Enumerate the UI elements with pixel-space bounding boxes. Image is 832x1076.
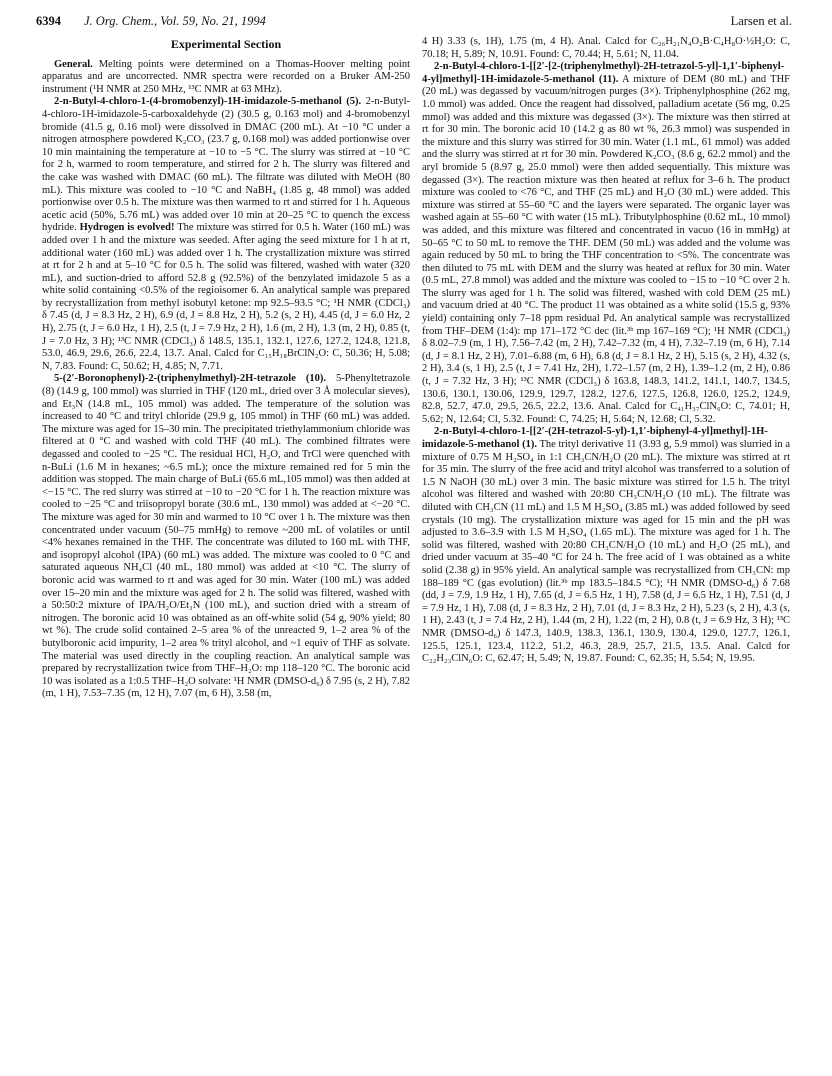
left-column (42, 36, 410, 1066)
right-column (422, 36, 790, 1066)
paragraph-compound-11 (422, 61, 790, 426)
compound-heading: 5-(2′-Boronophenyl)-2-(triphenylmethyl)-2H-tetrazole (10). (54, 373, 326, 385)
paragraph-heading: General. (54, 58, 93, 70)
safety-warning: Hydrogen is evolved! (79, 222, 175, 234)
paragraph-compound-1 (422, 426, 790, 665)
running-header (36, 14, 792, 32)
paragraph-text: 4 H) 3.33 (s, 1H), 1.75 (m, 4 H). Anal. Calcd for C₂₆H₂₁N₄O₂B·C₄H₈O·½H₂O: C, 70.18; H, 5.89; N, 10.91. Found: C, 70.44; H, 5.61; N, 11.04. (422, 36, 790, 60)
compound-heading: 2-n-Butyl-4-chloro-1-(4-bromobenzyl)-1H-imidazole-5-methanol (5). (54, 96, 362, 108)
paragraph-text: The mixture was stirred for 0.5 h. Water (160 mL) was added over 1 h and the mixture was seeded. After aging the seed mixture for 1 h at rt, additional water (160 mL) was added over 1 h. The crystallization mixture was stirred at rt for 2 h and at 5–10 °C for 0.5 h. The solid was filtered, washed with water (320 mL), and suction-dried to afford 52.8 g (92.5%) of the benzylated imidazole 5 as a white solid containing <0.5% of the regioisomer 6. An analytical sample was prepared by recrystallization from methyl isobutyl ketone: mp 92.5–93.5 °C; ¹H NMR (CDCl₃) δ 7.45 (d, J = 8.3 Hz, 2 H), 6.9 (d, J = 8.8 Hz, 2 H), 5.2 (s, 2 H), 4.45 (d, J = 6.0 Hz, 2 H), 2.75 (t, J = 6.0 Hz, 1 H), 2.5 (t, J = 7.9 Hz, 2 H), 1.6 (m, 2 H), 1.3 (m, 2 H), 0.85 (t, J = 7.0 Hz, 3 H); ¹³C NMR (CDCl₃) δ 148.5, 135.1, 132.1, 127.6, 127.2, 124.8, 121.8, 53.0, 46.9, 29.6, 26.6, 22.4, 13.7. Anal. Calcd for C₁₅H₁₈BrClN₂O: C, 50.36; H, 5.08; N, 7.83. Found: C, 50.62; H, 4.85; N, 7.71. (42, 222, 410, 372)
paragraph-general (42, 59, 410, 97)
paragraph-text: A mixture of DEM (80 mL) and THF (20 mL) was degassed by vacuum/nitrogen purges (3×). Triphenylphosphine (262 mg, 1.0 mmol) was added. Once the reagent had dissolved, palladium acetate (56 mg, 0.25 mmol) was added and this mixture was degassed (3×). The mixture was then stirred at rt for 30 min. The boronic acid 10 (14.2 g as 80 wt %, 26.3 mmol) was suspended in the mixture and this slurry was stirred for 30 min. Water (1.1 mL, 61 mmol) was added and the slurry was stirred at rt for 30 min. Powdered K₂CO₃ (8.6 g, 62.2 mmol) and the aryl bromide 5 (8.97 g, 25.0 mmol) were then added sequentially. This mixture was degassed (3×). The reaction mixture was then heated at reflux for 3–6 h. The product mixture was cooled to <76 °C, and THF (25 mL) and H₂O (30 mL) were added. This mixture was stirred at 55–60 °C and the layers were separated. The organic layer was washed again at 55–60 °C with water (15 mL). Tributylphosphine (0.62 mL, 10 mmol) was added, and this mixture was filtered and concentrated in vacuo (16 in mmHg) at 50–65 °C to 50 mL to remove the THF. DEM (50 mL) was added and the volume was again reduced by 50 mL to bring the THF concentration to <5%. The concentrate was then diluted to 75 mL with DEM and the slurry was heated at reflux for 30 min. Water (0.5 mL, 27.8 mmol) was added and the mixture was cooled to −15 to −10 °C over 2 h. The slurry was aged for 1 h. The solid was filtered, washed with cold DEM (25 mL) and vacuum dried at 40 °C. The product 11 was obtained as a white solid (15.5 g, 93% yield) containing only 7–18 ppm residual Pd. An analytical sample was recrystallized from THF–DEM (1:4): mp 171–172 °C dec (lit.³ᵇ mp 167–169 °C); ¹H NMR (CDCl₃) δ 8.02–7.9 (m, 1 H), 7.56–7.42 (m, 2 H), 7.42–7.32 (m, 4 H), 7.32–7.19 (m, 6 H), 7.14 (d, J = 8.1 Hz, 2 H), 7.01–6.88 (m, 6 H), 6.8 (d, J = 8.1 Hz, 2 H), 5.15 (s, 2 H), 4.32 (s, 2 H), 3.4 (s, 1 H), 2.5 (t, J = 7.41 Hz, 2H), 1.72–1.57 (m, 2 H), 1.39–1.2 (m, 2 H), 0.86 (t, J = 7.32 Hz, 3 H); ¹³C NMR (CDCl₃) δ 163.8, 148.3, 141.2, 141.1, 140.7, 134.5, 130.6, 130.1, 130.06, 129.9, 129.7, 128.2, 127.6, 127.5, 126.8, 126.0, 125.2, 124.9, 82.8, 52.7, 47.0, 29.5, 26.5, 22.2, 13.6. Anal. Calcd for C₄₁H₃₇ClN₆O: C, 74.01; H, 5.62; N, 12.64; Cl, 5.32. Found: C, 74.25; H, 5.64; N, 12.68; Cl, 5.32. (422, 73, 790, 425)
page-number: 6394 (36, 14, 61, 28)
paragraph-text: 2-n-Butyl-4-chloro-1H-imidazole-5-carboxaldehyde (2) (30.5 g, 0.163 mol) and 4-bromobenzyl bromide (41.5 g, 0.16 mol) were dissolved in DMAC (200 mL). At −10 °C under a nitrogen atmosphere powdered K₂CO₃ (23.7 g, 0.168 mol) was added portionwise over 10 min maintaining the temperature at −10 to −5 °C. The slurry was stirred at −10 °C for 2 h, warmed to room temperature, and stirred for 2 h. The slurry was filtered and the cake was washed with DMAC (60 mL). The filtrate was diluted with MeOH (80 mL). This mixture was cooled to −10 °C and NaBH₄ (1.85 g, 48 mmol) was added portionwise over 0.5 h. The mixture was then warmed to rt and stirred for 1 h. Aqueous acetic acid (50%, 5.76 mL) was added over 10 min at 20–25 °C to quench the excess hydride. (42, 96, 410, 234)
paragraph-continuation (422, 36, 790, 61)
running-authors: Larsen et al. (730, 14, 792, 28)
paragraph-text: 5-Phenyltetrazole (8) (14.9 g, 100 mmol) was slurried in THF (120 mL, dried over 3 Å molecular sieves), and Et₃N (14.8 mL, 105 mmol) was added. The temperature of the solution was increased to 40 °C and trityl chloride (29.9 g, 105 mmol) in THF (60 mL) was added. The mixture was aged for 15–30 min. The precipitated triethylammonium chloride was filtered at 0 °C and washed with cold THF (40 mL). The combined filtrates were degassed and cooled to −25 °C. The residual HCl, H₂O, and TrCl were quenched with n-BuLi (1.6 M in hexanes; ~6.5 mL); once the mixture remained red for 5 min the addition was stopped. The main charge of BuLi (65.6 mL,105 mmol) was then added at <−15 °C. The red slurry was stirred at −10 to −20 °C for 1 h. The reaction mixture was cooled to −25 °C and triisopropyl borate (30.6 mL, 130 mmol) was added at <−20 °C. The mixture was aged for 30 min and warmed to 10 °C over 1 h. The mixture was then concentrated under vacuum (50–75 mmHg) to remove ~200 mL of volatiles or until <4% hexanes remained in the THF. The concentrate was diluted to 160 mL with THF, and isopropyl alcohol (IPA) (60 mL) was added. The mixture was cooled to 0 °C and saturated aqueous NH₄Cl (40 mL, 180 mmol) was added at <10 °C. The slurry of boronic acid was warmed to rt and was aged for 30 min. Water (100 mL) was added over 15–20 min and the mixture was aged for 2 h. The solid was filtered, washed with a 50:50:2 mixture of IPA/H₂O/Et₃N (100 mL), and suction dried with a stream of nitrogen. The boronic acid 10 was obtained as an off-white solid (54 g, 90% yield; 80 wt %). The crude solid contained 2–5 area % of the unreacted 9, 1–2 area % of the butylboronic acid impurity, 1–2 area % trityl alcohol, and ~1 equiv of THF as solvate. The material was used directly in the coupling reaction. An analytical sample was prepared by recrystallization twice from THF–H₂O: mp 118–120 °C. The boronic acid 10 was isolated as a 1:0.5 THF–H₂O solvate: ¹H NMR (DMSO-d₆) δ 7.95 (s, 2 H), 7.82 (m, 1 H), 7.53–7.35 (m, 12 H), 7.07 (m, 6 H), 3.58 (m, (42, 373, 410, 700)
paragraph-compound-5 (42, 96, 410, 373)
compound-heading: 2-n-Butyl-4-chloro-1-[[2′-[2-(triphenylmethyl)-2H-tetrazol-5-yl]-1,1′-biphenyl-4-yl]methyl]-1H-imidazole-5-methanol (11). (422, 61, 785, 85)
paragraph-compound-10 (42, 373, 410, 700)
paragraph-text: Melting points were determined on a Thomas-Hoover melting point apparatus and are uncorrected. NMR spectra were recorded on a Bruker AM-250 instrument (¹H NMR at 250 MHz, ¹³C NMR at 63 MHz). (42, 58, 410, 95)
journal-citation: J. Org. Chem., Vol. 59, No. 21, 1994 (84, 14, 266, 28)
compound-heading: 2-n-Butyl-4-chloro-1-[[2′-(2H-tetrazol-5-yl)-1,1′-biphenyl-4-yl]methyl]-1H-imidazole-5-methanol (1). (422, 426, 768, 450)
section-title: Experimental Section (170, 37, 282, 51)
paragraph-text: The trityl derivative 11 (3.93 g, 5.9 mmol) was slurried in a mixture of 0.75 M H₂SO₄ in 1:1 CH₃CN/H₂O (20 mL). The mixture was stirred at rt for 35 min. The slurry of the free acid and trityl alcohol was transferred to a solution of 1.5 N NaOH (30 mL) over 3 min. The basic mixture was stirred for 1.5 h. The trityl alcohol was filtered and washed with 20:80 CH₃CN/H₂O (10 mL). The filtrate was diluted with CH₃CN (11 mL) and 1.5 M H₂SO₄ (3.85 mL) was added followed by seed crystals (10 mg). The crystallization mixture was aged for 15 min and the pH was adjusted to 3.6–3.9 with 1.5 M H₂SO₄ (1.65 mL). The mixture was aged for 1 h. The solid was filtered, washed with 20:80 CH₃CN/H₂O (10 mL) and H₂O (25 mL), and dried under vacuum at 35–40 °C for 24 h. The free acid of 1 was obtained as a white solid (2.38 g) in 95% yield. An analytical sample was recrystallized from CH₃CN: mp 188–189 °C (gas evolution) (lit.³ᵇ mp 183.5–184.5 °C); ¹H NMR (DMSO-d₆) δ 7.68 (dd, J = 7.9, 1.9 Hz, 1 H), 7.65 (d, J = 6.5 Hz, 1 H), 7.58 (d, J = 6.5 Hz, 1 H), 7.51 (d, J = 7.9 Hz, 1 H), 7.08 (d, J = 8.3 Hz, 2 H), 7.01 (d, J = 8.3 Hz, 2 H), 5.23 (s, 2 H), 4.3 (s, 1 H), 2.43 (t, J = 7.4 Hz, 2 H), 1.44 (m, 2 H), 1.22 (m, 2 H), 0.8 (t, J = 6.9 Hz, 3 H); ¹³C NMR (DMSO-d₆) δ 147.3, 140.9, 138.3, 136.1, 130.9, 130.4, 129.0, 127.7, 126.1, 125.5, 125.1, 123.4, 112.2, 51.2, 46.3, 28.9, 25.7, 21.5, 13.5. Anal. Calcd for C₂₂H₂₃ClN₆O: C, 62.47; H, 5.49; N, 19.87. Found: C, 62.35; H, 5.54; N, 19.95. (422, 439, 790, 665)
